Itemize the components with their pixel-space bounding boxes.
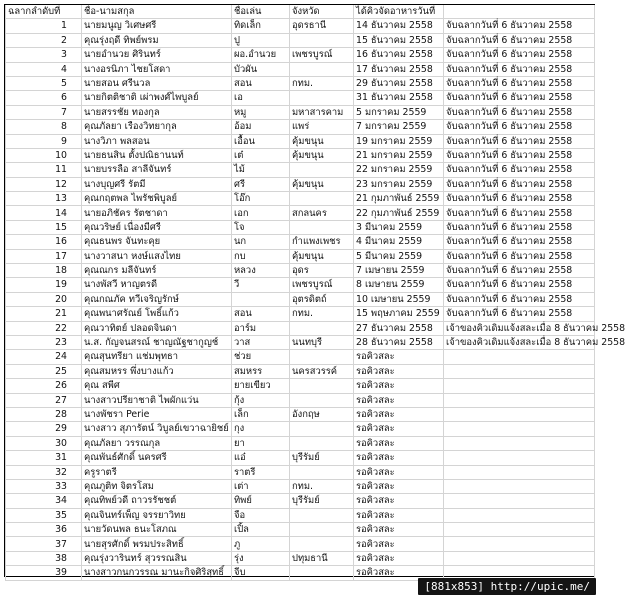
cell-province: คุ้มขนุน (290, 249, 354, 263)
cell-queue-date: 15 พฤษภาคม 2559 (354, 307, 444, 321)
cell-note (444, 393, 595, 407)
cell-full-name: นายสอน ศรีนวล (82, 76, 232, 90)
cell-queue-date: 3 มีนาคม 2559 (354, 220, 444, 234)
cell-full-name: คุณณกร มลีจันทร์ (82, 264, 232, 278)
cell-note: จับฉลากวันที่ 6 ธันวาคม 2558 (444, 249, 595, 263)
cell-full-name: คุณพันธ์ศักดิ์ นครศรี (82, 451, 232, 465)
spreadsheet-frame (4, 4, 625, 579)
cell-nickname: ผอ.อำนวย (232, 48, 290, 62)
cell-province (290, 422, 354, 436)
cell-full-name: นายอภิชัคร รัตชาดา (82, 206, 232, 220)
cell-queue-date: 22 มกราคม 2559 (354, 163, 444, 177)
table-row (6, 479, 595, 493)
cell-queue-date: 21 กุมภาพันธ์ 2559 (354, 192, 444, 206)
cell-queue-date: รอคิวสละ (354, 364, 444, 378)
cell-nickname: วาส (232, 335, 290, 349)
cell-province: อุดร (290, 264, 354, 278)
cell-queue-date: 19 มกราคม 2559 (354, 134, 444, 148)
cell-province (290, 33, 354, 47)
cell-note: จับฉลากวันที่ 6 ธันวาคม 2558 (444, 220, 595, 234)
cell-province (290, 220, 354, 234)
cell-full-name: คุณภัลยา เรืองวิทยากุล (82, 120, 232, 134)
cell-queue-number: 19 (6, 278, 82, 292)
cell-note (444, 422, 595, 436)
queue-table (5, 5, 625, 581)
cell-full-name: คุณวริษย์ เนื่องมีศรี (82, 220, 232, 234)
cell-queue-number: 7 (6, 105, 82, 119)
cell-note: จับฉลากวันที่ 6 ธันวาคม 2558 (444, 264, 595, 278)
table-row (6, 264, 595, 278)
cell-note: จับฉลากวันที่ 6 ธันวาคม 2558 (444, 235, 595, 249)
cell-nickname: สมหรร (232, 364, 290, 378)
cell-nickname: ทิพย์ (232, 494, 290, 508)
cell-queue-number: 28 (6, 407, 82, 421)
cell-queue-date: รอคิวสละ (354, 566, 444, 580)
cell-nickname: ช่วย (232, 350, 290, 364)
cell-queue-number: 24 (6, 350, 82, 364)
table-row (6, 292, 595, 306)
table-row (6, 19, 595, 33)
table-row (6, 364, 595, 378)
table-row (6, 220, 595, 234)
cell-note (444, 465, 595, 479)
cell-note: จับฉลากวันที่ 6 ธันวาคม 2558 (444, 91, 595, 105)
table-row (6, 350, 595, 364)
cell-note (444, 551, 595, 565)
cell-queue-number: 34 (6, 494, 82, 508)
table-row (6, 206, 595, 220)
cell-queue-number: 4 (6, 62, 82, 76)
cell-full-name: นายบรรลือ สาลีจันทร์ (82, 163, 232, 177)
cell-province (290, 192, 354, 206)
cell-queue-number: 27 (6, 393, 82, 407)
cell-queue-number: 9 (6, 134, 82, 148)
cell-note (444, 494, 595, 508)
cell-province (290, 91, 354, 105)
queue-table-body (6, 5, 625, 580)
cell-note: จับฉลากวันที่ 6 ธันวาคม 2558 (444, 134, 595, 148)
table-row (6, 451, 595, 465)
table-row (6, 62, 595, 76)
cell-full-name: คุณกฤตพล ไพรัชพิบูลย์ (82, 192, 232, 206)
cell-nickname: ไม้ (232, 163, 290, 177)
cell-queue-number: 11 (6, 163, 82, 177)
cell-note: เจ้าของคิวเดิมแจ้งสละเมื่อ 8 ธันวาคม 2558 (444, 335, 595, 349)
cell-queue-number: 32 (6, 465, 82, 479)
cell-full-name: คุณสุนทรียา แช่มพุทธา (82, 350, 232, 364)
table-row (6, 508, 595, 522)
cell-full-name: คุณรุ่งฤดี ทิพย์พรม (82, 33, 232, 47)
cell-queue-number: 2 (6, 33, 82, 47)
cell-queue-number: 30 (6, 436, 82, 450)
cell-full-name: นางพัสวี หาญตรดี (82, 278, 232, 292)
cell-province: กทม. (290, 76, 354, 90)
table-row (6, 379, 595, 393)
cell-province (290, 566, 354, 580)
table-row (6, 148, 595, 162)
cell-note: จับฉลากวันที่ 6 ธันวาคม 2558 (444, 33, 595, 47)
cell-nickname: ยายเขียว (232, 379, 290, 393)
cell-nickname: สอน (232, 307, 290, 321)
cell-queue-date: รอคิวสละ (354, 479, 444, 493)
cell-queue-date: รอคิวสละ (354, 508, 444, 522)
cell-queue-number: 25 (6, 364, 82, 378)
cell-province (290, 508, 354, 522)
cell-nickname: เอ (232, 91, 290, 105)
cell-nickname: กบ (232, 249, 290, 263)
cell-full-name: นางวิภา พลสอน (82, 134, 232, 148)
cell-queue-date: 5 มกราคม 2559 (354, 105, 444, 119)
cell-province (290, 523, 354, 537)
cell-note: เจ้าของคิวเดิมแจ้งสละเมื่อ 8 ธันวาคม 2558 (444, 321, 595, 335)
cell-province: สกลนคร (290, 206, 354, 220)
cell-note: จับฉลากวันที่ 6 ธันวาคม 2558 (444, 206, 595, 220)
cell-queue-number: 13 (6, 192, 82, 206)
cell-nickname: ทิดเล็ก (232, 19, 290, 33)
cell-full-name: น.ส. กัญจนสรณ์ ชาญณัฐชากูญช์ (82, 335, 232, 349)
cell-province: อุดรธานี (290, 19, 354, 33)
cell-full-name: คุณทิพย์วดี ถาวรรัชชต์ (82, 494, 232, 508)
cell-full-name: คุณจินทร์เพ็ญ จรรยาวิทย (82, 508, 232, 522)
cell-full-name: นางสาว สุภารัตน์ วิบูลย์เขวาฉายิชย์ (82, 422, 232, 436)
cell-province: เพชรบูรณ์ (290, 278, 354, 292)
cell-queue-date: 28 ธันวาคม 2558 (354, 335, 444, 349)
cell-nickname: ปู (232, 33, 290, 47)
cell-queue-date: 29 ธันวาคม 2558 (354, 76, 444, 90)
cell-queue-date: รอคิวสละ (354, 494, 444, 508)
cell-province (290, 379, 354, 393)
table-row (6, 48, 595, 62)
cell-province: คุ้มขนุน (290, 177, 354, 191)
cell-queue-date: รอคิวสละ (354, 393, 444, 407)
cell-queue-date: รอคิวสละ (354, 551, 444, 565)
cell-queue-number: 21 (6, 307, 82, 321)
table-row (6, 278, 595, 292)
table-row (6, 192, 595, 206)
cell-queue-date: 21 มกราคม 2559 (354, 148, 444, 162)
cell-full-name: คุณธนพร จันทะคุย (82, 235, 232, 249)
cell-note: จับฉลากวันที่ 6 ธันวาคม 2558 (444, 19, 595, 33)
cell-note: จับฉลากวันที่ 6 ธันวาคม 2558 (444, 278, 595, 292)
cell-queue-number: 37 (6, 537, 82, 551)
cell-full-name: คุณกณภัค ทวีเจริญรักษ์ (82, 292, 232, 306)
cell-queue-number: 31 (6, 451, 82, 465)
cell-queue-number: 14 (6, 206, 82, 220)
table-row (6, 393, 595, 407)
cell-nickname: โจ (232, 220, 290, 234)
cell-queue-number: 16 (6, 235, 82, 249)
cell-province: คุ้มขนุน (290, 148, 354, 162)
cell-note: จับฉลากวันที่ 6 ธันวาคม 2558 (444, 163, 595, 177)
cell-queue-date: 14 ธันวาคม 2558 (354, 19, 444, 33)
cell-full-name: คุณ สพีศ (82, 379, 232, 393)
table-row (6, 494, 595, 508)
cell-province: นนทบุรี (290, 335, 354, 349)
cell-queue-date: 7 มกราคม 2559 (354, 120, 444, 134)
table-row (6, 76, 595, 90)
cell-full-name: นายมนูญ วิเศษศรี (82, 19, 232, 33)
cell-full-name: คุณภัลยา วรรณกุล (82, 436, 232, 450)
cell-nickname: กุง (232, 422, 290, 436)
cell-nickname: นก (232, 235, 290, 249)
cell-queue-date: 27 ธันวาคม 2558 (354, 321, 444, 335)
cell-queue-date: รอคิวสละ (354, 350, 444, 364)
cell-full-name: นายสรรชัย ทองกุล (82, 105, 232, 119)
cell-nickname: หลวง (232, 264, 290, 278)
table-row (6, 551, 595, 565)
cell-full-name: นายสุรศักดิ์ พรมประสิทธิ์ (82, 537, 232, 551)
table-row (6, 407, 595, 421)
cell-nickname: กุ้ง (232, 393, 290, 407)
cell-full-name: คุณรุ่งวารินทร์ สุวรรณสิน (82, 551, 232, 565)
cell-full-name: นายกิตติชาติ เผ่าพงศ์ไพบูลย์ (82, 91, 232, 105)
cell-queue-number: 22 (6, 321, 82, 335)
cell-province (290, 321, 354, 335)
cell-queue-date: รอคิวสละ (354, 523, 444, 537)
cell-queue-date: 15 ธันวาคม 2558 (354, 33, 444, 47)
cell-note (444, 479, 595, 493)
cell-note (444, 508, 595, 522)
header-queue-number: ฉลากลำดับที่ (6, 5, 82, 19)
cell-nickname: เล็ก (232, 407, 290, 421)
table-row (6, 321, 595, 335)
table-row (6, 235, 595, 249)
cell-full-name: นายอำนวย ศิรินทร์ (82, 48, 232, 62)
cell-nickname: รุ่ง (232, 551, 290, 565)
cell-full-name: นางสาวปรียาชาติ ไพผักแว่น (82, 393, 232, 407)
cell-nickname: เอก (232, 206, 290, 220)
table-row (6, 91, 595, 105)
cell-full-name: นางอรนิภา ไชยโสดา (82, 62, 232, 76)
cell-province (290, 393, 354, 407)
cell-province: แพร่ (290, 120, 354, 134)
cell-queue-number: 35 (6, 508, 82, 522)
cell-queue-date: 16 ธันวาคม 2558 (354, 48, 444, 62)
table-row (6, 177, 595, 191)
cell-queue-number: 15 (6, 220, 82, 234)
cell-full-name: คุณพนาศรัณย์ โพธิ์แก้ว (82, 307, 232, 321)
cell-province (290, 436, 354, 450)
cell-nickname: เต๋ (232, 148, 290, 162)
cell-province: อุตรดิตถ์ (290, 292, 354, 306)
cell-queue-date: 7 เมษายน 2559 (354, 264, 444, 278)
cell-nickname: วี (232, 278, 290, 292)
cell-full-name: นายธนสิน ตั้งปณิธานนท์ (82, 148, 232, 162)
cell-nickname: บัวผัน (232, 62, 290, 76)
table-row (6, 134, 595, 148)
cell-nickname: ราตรี (232, 465, 290, 479)
cell-queue-date: รอคิวสละ (354, 451, 444, 465)
cell-full-name: คุณวาทิตย์ ปลอดจินดา (82, 321, 232, 335)
cell-nickname (232, 292, 290, 306)
cell-nickname: แอ๋ (232, 451, 290, 465)
cell-queue-number: 6 (6, 91, 82, 105)
cell-full-name: ครูราตรี (82, 465, 232, 479)
cell-nickname: เปิ้ล (232, 523, 290, 537)
image-size-watermark: [881x853] http://upic.me/ (418, 578, 596, 595)
cell-nickname: เอื้อน (232, 134, 290, 148)
table-row (6, 307, 595, 321)
table-row (6, 465, 595, 479)
cell-queue-date: รอคิวสละ (354, 379, 444, 393)
table-row (6, 249, 595, 263)
cell-note (444, 537, 595, 551)
cell-queue-number: 3 (6, 48, 82, 62)
cell-note (444, 379, 595, 393)
cell-province: นครสวรรค์ (290, 364, 354, 378)
cell-nickname: อ้อม (232, 120, 290, 134)
cell-queue-number: 5 (6, 76, 82, 90)
cell-note (444, 364, 595, 378)
cell-province: คุ้มขนุน (290, 134, 354, 148)
header-nickname: ชื่อเล่น (232, 5, 290, 19)
table-row (6, 163, 595, 177)
cell-queue-date: 10 เมษายน 2559 (354, 292, 444, 306)
cell-note: จับฉลากวันที่ 6 ธันวาคม 2558 (444, 105, 595, 119)
cell-nickname: ยา (232, 436, 290, 450)
cell-nickname: จีบ (232, 566, 290, 580)
cell-queue-number: 8 (6, 120, 82, 134)
cell-province: กำแพงเพชร (290, 235, 354, 249)
cell-province: กทม. (290, 307, 354, 321)
cell-note (444, 451, 595, 465)
cell-queue-date: 5 มีนาคม 2559 (354, 249, 444, 263)
header-full-name: ชื่อ-นามสกุล (82, 5, 232, 19)
cell-queue-date: รอคิวสละ (354, 407, 444, 421)
table-row (6, 422, 595, 436)
cell-province: ปทุมธานี (290, 551, 354, 565)
cell-queue-number: 38 (6, 551, 82, 565)
cell-note: จับฉลากวันที่ 6 ธันวาคม 2558 (444, 292, 595, 306)
cell-queue-date: 22 กุมภาพันธ์ 2559 (354, 206, 444, 220)
cell-province (290, 62, 354, 76)
cell-full-name: นางบุญศรี รัตมี (82, 177, 232, 191)
cell-queue-number: 12 (6, 177, 82, 191)
cell-queue-number: 18 (6, 264, 82, 278)
header-queue-date: ได้คิวจัดอาหารวันที่ (354, 5, 444, 19)
cell-queue-number: 20 (6, 292, 82, 306)
table-row (6, 105, 595, 119)
cell-note: จับฉลากวันที่ 6 ธันวาคม 2558 (444, 48, 595, 62)
cell-full-name: คุณสมหรร พึ่งบางแก้ว (82, 364, 232, 378)
cell-full-name: คุณภูติท จิตรโสม (82, 479, 232, 493)
cell-queue-number: 10 (6, 148, 82, 162)
cell-province: เพชรบูรณ์ (290, 48, 354, 62)
table-row (6, 523, 595, 537)
cell-note (444, 350, 595, 364)
cell-province: มหาสารคาม (290, 105, 354, 119)
cell-queue-date: รอคิวสละ (354, 422, 444, 436)
cell-province: อังกฤษ (290, 407, 354, 421)
cell-province (290, 350, 354, 364)
cell-queue-number: 33 (6, 479, 82, 493)
header-province: จังหวัด (290, 5, 354, 19)
cell-province (290, 163, 354, 177)
header-note (444, 5, 595, 19)
cell-queue-number: 26 (6, 379, 82, 393)
cell-full-name: นางสาวกนกวรรณ มานะกิจศิริสุทธิ์ (82, 566, 232, 580)
cell-note: จับฉลากวันที่ 6 ธันวาคม 2558 (444, 76, 595, 90)
cell-queue-number: 17 (6, 249, 82, 263)
cell-queue-number: 39 (6, 566, 82, 580)
table-row (6, 120, 595, 134)
cell-note: จับฉลากวันที่ 6 ธันวาคม 2558 (444, 62, 595, 76)
cell-queue-date: 8 เมษายน 2559 (354, 278, 444, 292)
cell-full-name: นายวัดนพล ธนะโสภณ (82, 523, 232, 537)
cell-nickname: อาร์ม (232, 321, 290, 335)
cell-nickname: เต่า (232, 479, 290, 493)
cell-note (444, 436, 595, 450)
cell-province: บุรีรัมย์ (290, 494, 354, 508)
cell-queue-date: รอคิวสละ (354, 436, 444, 450)
cell-note (444, 523, 595, 537)
cell-nickname: ภู (232, 537, 290, 551)
table-row (6, 537, 595, 551)
cell-nickname: จือ (232, 508, 290, 522)
cell-nickname: ศรี (232, 177, 290, 191)
cell-province (290, 465, 354, 479)
cell-queue-date: 4 มีนาคม 2559 (354, 235, 444, 249)
cell-nickname: สอน (232, 76, 290, 90)
cell-queue-number: 1 (6, 19, 82, 33)
cell-note: จับฉลากวันที่ 6 ธันวาคม 2558 (444, 120, 595, 134)
cell-nickname: หมู (232, 105, 290, 119)
cell-full-name: นางพัชรา Perie (82, 407, 232, 421)
table-row (6, 436, 595, 450)
cell-queue-number: 29 (6, 422, 82, 436)
header-row (6, 5, 595, 19)
cell-queue-date: 23 มกราคม 2559 (354, 177, 444, 191)
table-row (6, 33, 595, 47)
cell-queue-number: 23 (6, 335, 82, 349)
cell-queue-date: รอคิวสละ (354, 537, 444, 551)
cell-queue-date: รอคิวสละ (354, 465, 444, 479)
cell-note: จับฉลากวันที่ 6 ธันวาคม 2558 (444, 192, 595, 206)
cell-note: จับฉลากวันที่ 6 ธันวาคม 2558 (444, 177, 595, 191)
cell-note: จับฉลากวันที่ 6 ธันวาคม 2558 (444, 307, 595, 321)
cell-province: กทม. (290, 479, 354, 493)
cell-queue-date: 31 ธันวาคม 2558 (354, 91, 444, 105)
cell-full-name: นางวาสนา หงษ์แสงไทย (82, 249, 232, 263)
cell-queue-number: 36 (6, 523, 82, 537)
cell-province: บุรีรัมย์ (290, 451, 354, 465)
cell-province (290, 537, 354, 551)
cell-queue-date: 17 ธันวาคม 2558 (354, 62, 444, 76)
cell-note: จับฉลากวันที่ 6 ธันวาคม 2558 (444, 148, 595, 162)
cell-note (444, 407, 595, 421)
table-row (6, 335, 595, 349)
cell-nickname: โอ๊ก (232, 192, 290, 206)
